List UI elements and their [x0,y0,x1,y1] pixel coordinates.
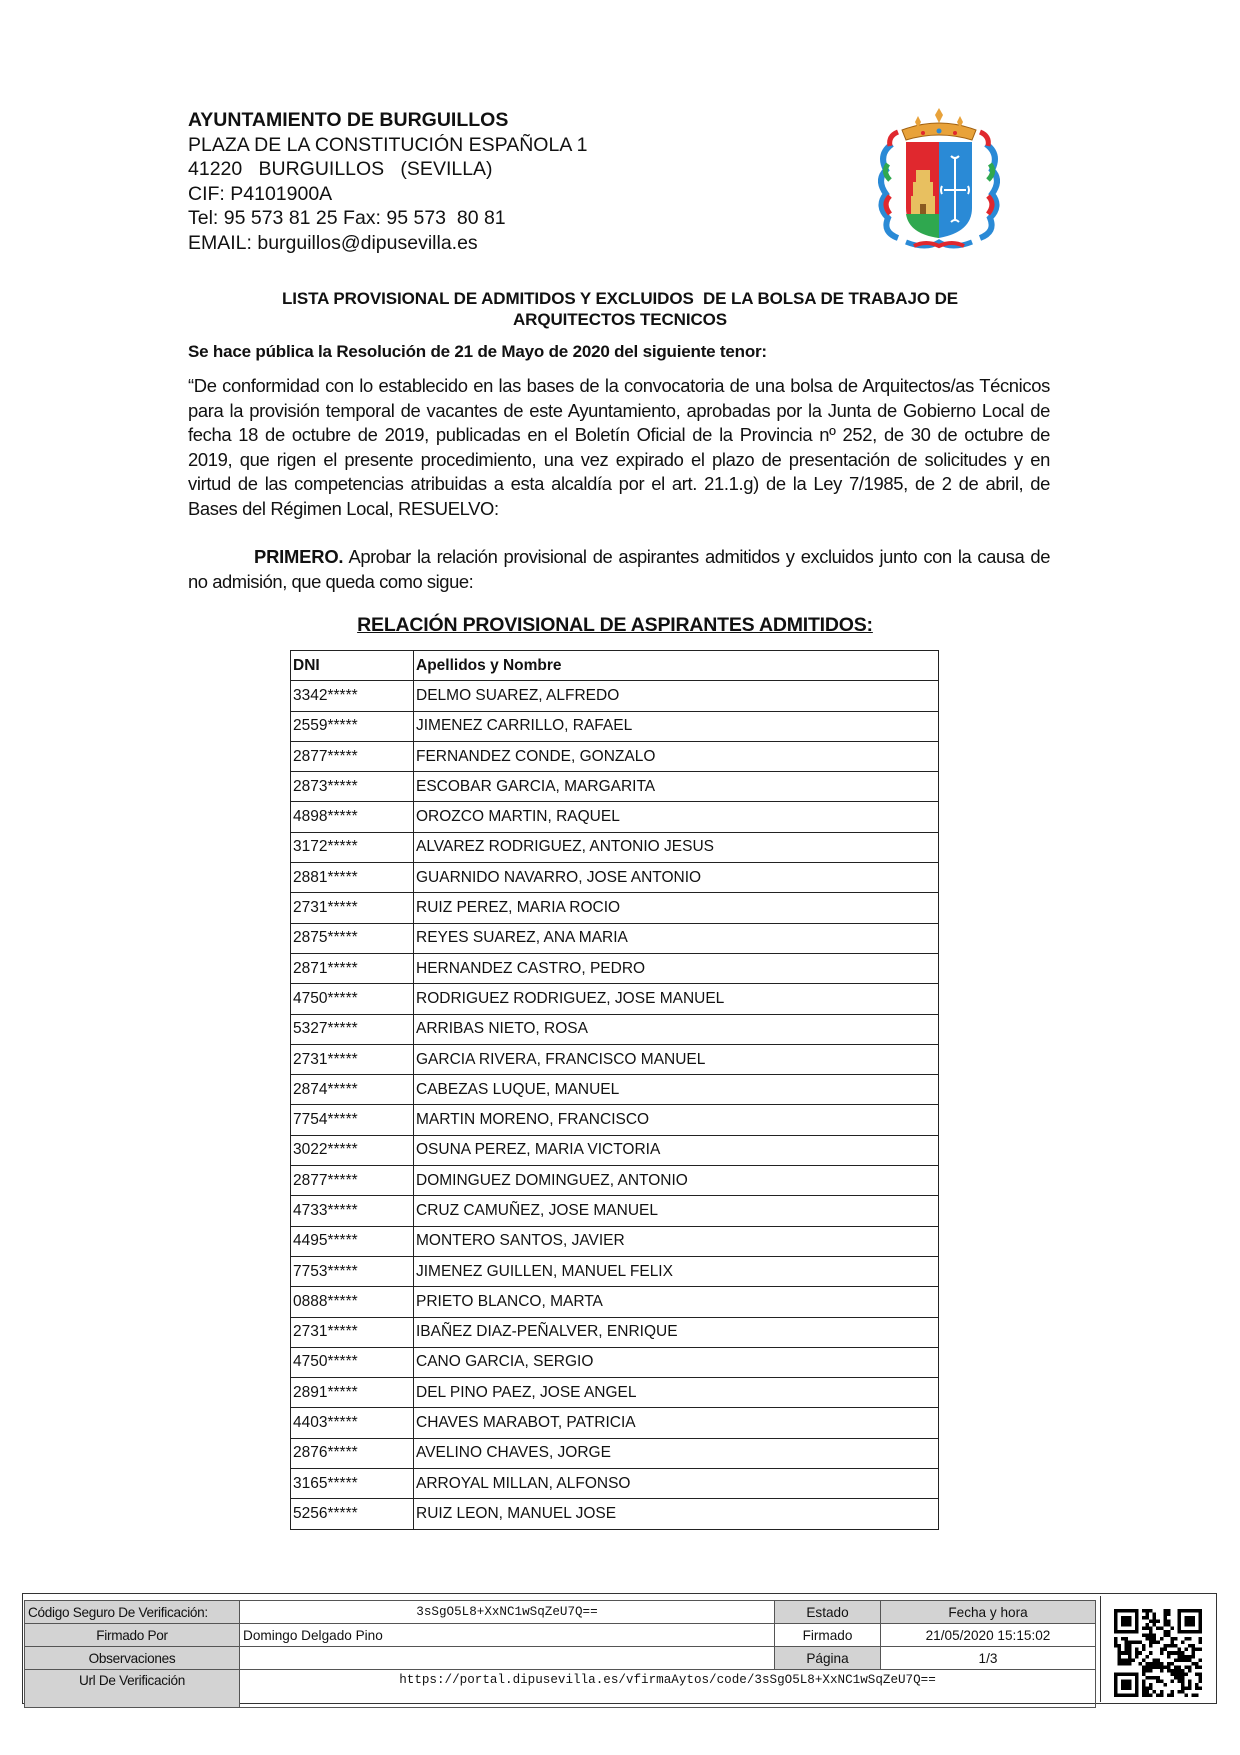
dni-cell: 4403***** [291,1408,414,1438]
dni-cell: 3022***** [291,1135,414,1165]
dni-cell: 2881***** [291,863,414,893]
dni-cell: 2891***** [291,1378,414,1408]
table-row [291,1499,939,1529]
header-dni: DNI [291,651,414,681]
observaciones-label: Observaciones [25,1647,240,1670]
dni-cell: 2559***** [291,711,414,741]
name-cell: RUIZ LEON, MANUEL JOSE [414,1499,939,1529]
csv-label: Código Seguro De Verificación: [25,1601,240,1624]
document-title-line-2: ARQUITECTOS TECNICOS [513,310,727,329]
table-row [291,923,939,953]
signed-by-label: Firmado Por [25,1624,240,1647]
table-row [291,1317,939,1347]
dni-cell: 4898***** [291,802,414,832]
signature-table [24,1600,1096,1708]
dni-cell: 4733***** [291,1196,414,1226]
table-row [291,893,939,923]
name-cell: RUIZ PEREZ, MARIA ROCIO [414,893,939,923]
name-cell: CRUZ CAMUÑEZ, JOSE MANUEL [414,1196,939,1226]
table-row [291,1226,939,1256]
name-cell: AVELINO CHAVES, JORGE [414,1438,939,1468]
resolution-body: “De conformidad con lo establecido en las bases de la convocatoria de una bolsa de Arquitectos/as Técnicos para la provisión temporal de vacantes de este Ayuntamiento, aprobadas por la Junta de Gobierno Local de fecha 18 de octubre de 2019, publicadas en el Boletín Oficial de la Provincia nº 252, de 30 de octubre de 2019, que rigen el presente procedimiento, una vez expirado el plazo de presentación de solicitudes y en virtud de las competencias atribuidas a esta alcaldía por el art. 21.1.g) de la Ley 7/1985, de 2 de abril, de Bases del Régimen Local, RESUELVO: [188,375,1050,519]
table-row [291,1408,939,1438]
pagina-value: 1/3 [881,1647,1096,1670]
organization-name: AYUNTAMIENTO DE BURGUILLOS [188,109,509,131]
address: PLAZA DE LA CONSTITUCIÓN ESPAÑOLA 1 [188,133,588,156]
document-title-line-1: LISTA PROVISIONAL DE ADMITIDOS Y EXCLUIDOS DE LA BOLSA DE TRABAJO DE [282,289,958,308]
primero-label: PRIMERO. [254,546,344,567]
table-row [291,1347,939,1377]
letterhead [188,108,588,255]
dni-cell: 2874***** [291,1075,414,1105]
name-cell: CHAVES MARABOT, PATRICIA [414,1408,939,1438]
primero-paragraph [188,545,1050,594]
dni-cell: 3165***** [291,1469,414,1499]
table-row [291,1014,939,1044]
dni-cell: 5256***** [291,1499,414,1529]
observaciones-value [240,1647,775,1670]
name-cell: DELMO SUAREZ, ALFREDO [414,681,939,711]
name-cell: OROZCO MARTIN, RAQUEL [414,802,939,832]
name-cell: MONTERO SANTOS, JAVIER [414,1226,939,1256]
table-row [291,1378,939,1408]
name-cell: JIMENEZ CARRILLO, RAFAEL [414,711,939,741]
name-cell: PRIETO BLANCO, MARTA [414,1287,939,1317]
dni-cell: 5327***** [291,1014,414,1044]
dni-cell: 7754***** [291,1105,414,1135]
phone-fax: Tel: 95 573 81 25 Fax: 95 573 80 81 [188,207,506,229]
fecha-value: 21/05/2020 15:15:02 [881,1624,1096,1647]
pagina-label: Página [775,1647,881,1670]
crown [902,108,976,140]
table-row [291,984,939,1014]
dni-cell: 2731***** [291,1317,414,1347]
fecha-label: Fecha y hora [881,1601,1096,1624]
name-cell: JIMENEZ GUILLEN, MANUEL FELIX [414,1256,939,1286]
name-cell: RODRIGUEZ RODRIGUEZ, JOSE MANUEL [414,984,939,1014]
name-cell: GUARNIDO NAVARRO, JOSE ANTONIO [414,863,939,893]
name-cell: OSUNA PEREZ, MARIA VICTORIA [414,1135,939,1165]
dni-cell: 2877***** [291,1166,414,1196]
dni-cell: 4495***** [291,1226,414,1256]
signature-row-signed-by [25,1624,1096,1647]
table-row [291,802,939,832]
header-name: Apellidos y Nombre [414,651,939,681]
admitted-list-title: RELACIÓN PROVISIONAL DE ASPIRANTES ADMITIDOS: [357,614,873,636]
table-row [291,681,939,711]
dni-cell: 4750***** [291,984,414,1014]
csv-value: 3sSgO5L8+XxNC1wSqZeU7Q== [240,1601,775,1624]
table-row [291,1438,939,1468]
admitted-table [290,650,939,1530]
dni-cell: 3172***** [291,832,414,862]
dni-cell: 0888***** [291,1287,414,1317]
table-row [291,1256,939,1286]
table-row [291,1105,939,1135]
table-row [291,1196,939,1226]
table-row [291,1166,939,1196]
name-cell: HERNANDEZ CASTRO, PEDRO [414,953,939,983]
name-cell: DOMINGUEZ DOMINGUEZ, ANTONIO [414,1166,939,1196]
estado-value: Firmado [775,1624,881,1647]
table-row [291,832,939,862]
dni-cell: 2875***** [291,923,414,953]
dni-cell: 2877***** [291,741,414,771]
table-row [291,772,939,802]
dni-cell: 4750***** [291,1347,414,1377]
dni-cell: 2873***** [291,772,414,802]
primero-text: Aprobar la relación provisional de aspirantes admitidos y excluidos junto con la causa de no admisión, que queda como sigue: [188,546,1050,592]
url-label: Url De Verificación [25,1670,240,1708]
table-row [291,741,939,771]
dni-cell: 7753***** [291,1256,414,1286]
email: EMAIL: burguillos@dipusevilla.es [188,231,478,254]
cif: CIF: P4101900A [188,182,333,205]
table-row [291,953,939,983]
signature-row-url [25,1670,1096,1708]
dni-cell: 2731***** [291,1044,414,1074]
dni-cell: 2731***** [291,893,414,923]
table-header-row [291,651,939,681]
name-cell: MARTIN MORENO, FRANCISCO [414,1105,939,1135]
name-cell: ARRIBAS NIETO, ROSA [414,1014,939,1044]
signature-row-observaciones [25,1647,1096,1670]
coat-of-arms-icon [878,104,1000,250]
dni-cell: 2871***** [291,953,414,983]
table-row [291,1075,939,1105]
name-cell: CANO GARCIA, SERGIO [414,1347,939,1377]
dni-cell: 3342***** [291,681,414,711]
name-cell: DEL PINO PAEZ, JOSE ANGEL [414,1378,939,1408]
name-cell: ESCOBAR GARCIA, MARGARITA [414,772,939,802]
city: 41220 BURGUILLOS (SEVILLA) [188,158,493,180]
name-cell: ARROYAL MILLAN, ALFONSO [414,1469,939,1499]
table-row [291,711,939,741]
table-row [291,1469,939,1499]
document-title [200,288,1040,330]
name-cell: FERNANDEZ CONDE, GONZALO [414,741,939,771]
shield [906,142,972,238]
table-row [291,863,939,893]
name-cell: ALVAREZ RODRIGUEZ, ANTONIO JESUS [414,832,939,862]
name-cell: IBAÑEZ DIAZ-PEÑALVER, ENRIQUE [414,1317,939,1347]
signed-by-value: Domingo Delgado Pino [240,1624,775,1647]
name-cell: GARCIA RIVERA, FRANCISCO MANUEL [414,1044,939,1074]
resolution-intro: Se hace pública la Resolución de 21 de Mayo de 2020 del siguiente tenor: [188,342,767,361]
name-cell: CABEZAS LUQUE, MANUEL [414,1075,939,1105]
estado-label: Estado [775,1601,881,1624]
table-row [291,1287,939,1317]
table-row [291,1135,939,1165]
qr-code-icon[interactable] [1114,1609,1202,1697]
signature-row-csv [25,1601,1096,1624]
table-row [291,1044,939,1074]
name-cell: REYES SUAREZ, ANA MARIA [414,923,939,953]
dni-cell: 2876***** [291,1438,414,1468]
verification-url-link[interactable]: https://portal.dipusevilla.es/vfirmaAytos/code/3sSgO5L8+XxNC1wSqZeU7Q== [240,1670,1096,1708]
